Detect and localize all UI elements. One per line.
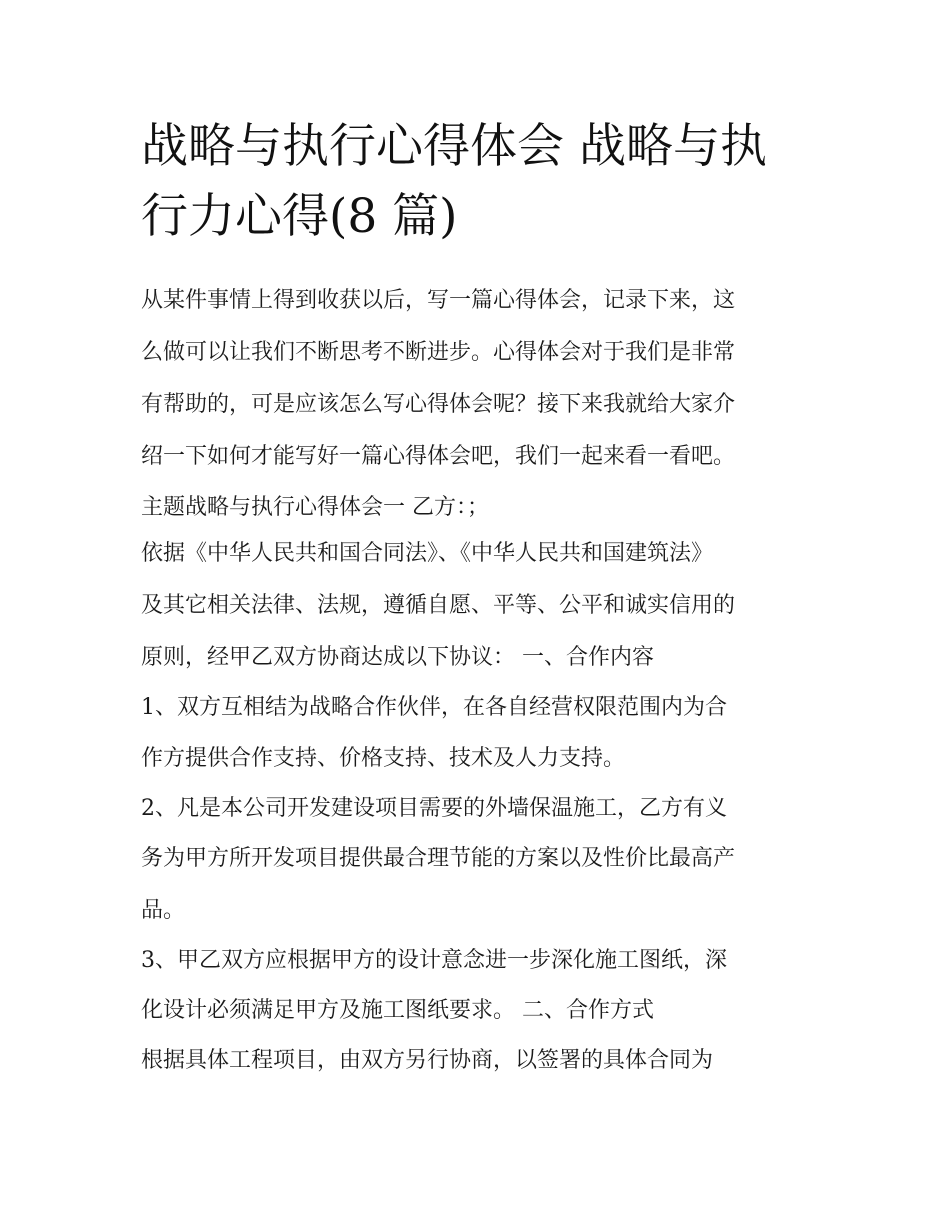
paragraph-line: 及其它相关法律、法规，遵循自愿、平等、公平和诚实信用的: [141, 593, 736, 618]
paragraph-line: 从某件事情上得到收获以后，写一篇心得体会，记录下来，这: [141, 288, 736, 313]
paragraph-line: 务为甲方所开发项目提供最合理节能的方案以及性价比最高产: [141, 846, 736, 871]
title-line-2: 行力心得(8 篇): [141, 189, 458, 244]
paragraph-line: 1、双方互相结为战略合作伙伴，在各自经营权限范围内为合: [141, 695, 727, 720]
paragraph-line: 依据《中华人民共和国合同法》、《中华人民共和国建筑法》: [141, 541, 714, 566]
paragraph-line: 2、凡是本公司开发建设项目需要的外墙保温施工，乙方有义: [141, 796, 727, 821]
paragraph-line: 3、甲乙双方应根据甲方的设计意念进一步深化施工图纸，深: [141, 948, 727, 973]
title-line-1: 战略与执行心得体会 战略与执: [141, 119, 767, 174]
paragraph-line: 化设计必须满足甲方及施工图纸要求。 二、合作方式: [141, 998, 654, 1023]
paragraph-line: 作方提供合作支持、价格支持、技术及人力支持。: [141, 746, 626, 771]
paragraph-line: 有帮助的，可是应该怎么写心得体会呢？接下来我就给大家介: [141, 392, 736, 417]
paragraph-line: 根据具体工程项目，由双方另行协商，以签署的具体合同为: [141, 1048, 714, 1073]
paragraph-line: 么做可以让我们不断思考不断进步。心得体会对于我们是非常: [141, 340, 736, 365]
paragraph-line: 原则，经甲乙双方协商达成以下协议： 一、合作内容: [141, 645, 654, 670]
paragraph-line: 绍一下如何才能写好一篇心得体会吧，我们一起来看一看吧。: [141, 444, 736, 469]
document-title: [141, 112, 821, 252]
paragraph-line: 品。: [141, 898, 186, 923]
paragraph-line: 主题战略与执行心得体会一 乙方：；: [141, 495, 489, 520]
